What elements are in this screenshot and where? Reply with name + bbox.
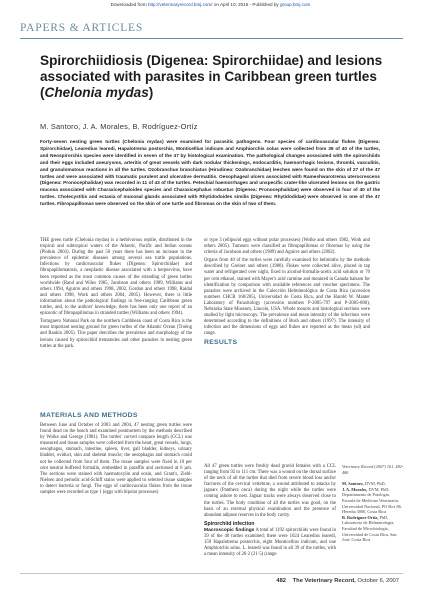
title-main: Spirorchiidiosis (Digenea: Spirorchiidae) and lesions associated with parasites in Caribbean green turtles ( (40, 53, 383, 100)
download-notice (0, 0, 421, 10)
affiliation-1-name: M. Santoro, (342, 481, 364, 487)
intro-paragraph-2: Tortuguero National Park on the northern Caribbean coast of Costa Rica is the most important nesting ground for green turtles of the Atlantic Ocean (Troëng and Rankin 2005). This paper describes the prevalence and morphology of the lesions caused by spirorchiid trematodes and other parasites in nesting green turtles at the park. (40, 319, 192, 349)
body-column-1 (40, 238, 192, 352)
affiliation-3 (342, 515, 404, 543)
affiliation-1-detail: DVM, PhD, (364, 481, 386, 487)
methods-paragraph-3: Organs from 40 of the turtles were carefully examined for helminths by the methods described by Greiner and others (1980). Flukes were collected alive, placed in tap water and refrigerated over night, fixed in alcohol-formalin-acetic acid solution or 70 per cent ethanol, stained with Mayer's acid carmine and mounted in Canada balsam for identification by comparison with available references and voucher specimens. The parasites were archived in the Colección Helmintológica de Costa Rica (accession numbers CHCR 168/285), Universidad de Costa Rica, and the Harold W. Manter Laboratory of Parasitology (accession numbers P-2005-797 and P-2005-800), Nebraska State Museum, Lincoln, USA. Whole mounts and histological sections were studied by light microscopy. The prevalence and mean intensity of the infections were determined according to the definitions of Bush and others (1997). The intensity of infection and the dimensions of eggs and flukes are reported as the mean (sd) and range. (204, 258, 370, 337)
section-heading: PAPERS & ARTICLES (20, 22, 144, 34)
affiliation-2-detail: DVM, PhD, Departamento de Patología, Escuela de Medicina Veterinaria, Universidad Nacional, PO Box 86, Heredia 3000, Costa Rica (342, 486, 402, 515)
methods-column (40, 423, 192, 498)
citation-reference: Veterinary Record (2007) 161, 482-486 (342, 464, 404, 475)
download-prefix: Downloaded from (110, 2, 147, 7)
affiliation-2 (342, 487, 404, 515)
results-heading: RESULTS (204, 338, 238, 346)
publisher-link[interactable]: group.bmj.com (279, 2, 311, 7)
macroscopic-findings-text: A total of 1192 spirorchiids were found in 39 of the 40 turtles examined; there were 1024 Learedius learedi, 159 Hapalotrema postorchis, eight Monticellius indicum, and one Amphiorchis solus. L. learedi was found in all 39 of the turtles, with a mean intensity of 26·2 (21·5) (range (204, 527, 336, 558)
results-paragraph-2 (204, 528, 336, 558)
methods-paragraph-2: or type 3 (ellipsoid eggs without polar processes) (Wolke and others 1982, Work and others 2005). Tumours were classified as fibropapillomas or fibromas by using the criteria of Jacobson and others (1989) and Aguirre and others (2002). (204, 238, 370, 256)
methods-paragraph-1: Between June and October of 2003 and 2004, 47 nesting green turtles were found dead on the beach and examined postmortem by the methods described by Wolke and George (1981). The turtles' curved carapace length (CCL) was measured and tissue samples were collected from the heart, great vessels, lungs, oesophagus, stomach, intestine, spleen, liver, gall bladder, kidneys, urinary bladder, oviduct, skin and skeletal muscle; the oesophagus and stomach could not be collected from four of them. The tissue samples were fixed in 10 per cent neutral buffered formalin, embedded in paraffin and sectioned at 6 µm. The sections were stained with haematoxylin and eosin, and Grant's, Ziehl-Nielsen and periodic acid-Schiff stains were applied to selected tissue samples to detect bacteria or fungi. The eggs of cardiovascular flukes from the tissue samples were recorded as type 1 (eggs with bipolar processes) (40, 423, 192, 496)
affiliation-3-name: B. Rodríguez-Ortíz, (342, 514, 379, 520)
download-middle: on April 10, 2015 - Published by (213, 2, 279, 7)
journal-name: The Veterinary Record, (292, 578, 356, 584)
article-title (40, 53, 386, 101)
issue-date: October 6, 2007 (357, 578, 399, 584)
body-column-3 (204, 464, 336, 560)
materials-heading: MATERIALS AND METHODS (40, 412, 138, 419)
title-end: ) (148, 85, 154, 100)
page-footer (276, 578, 399, 584)
spirorchiid-infection-heading: Spirorchiid infection (204, 520, 255, 527)
footer-divider (20, 573, 403, 574)
title-species: Chelonia mydas (44, 85, 149, 100)
affiliation-3-detail: PhD, Laboratorio de Helmintología, Facultad de Microbiología, Universidad de Costa Rica, San José, Costa Rica (342, 514, 397, 543)
intro-paragraph-1: THE green turtle (Chelonia mydas) is a herbivorous reptile, distributed in the tropical and subtropical waters of the Atlantic, Pacific and Indian oceans (Plotkin 2003). During the past 50 years there has been an increase in the prevalence of epidemic diseases among several sea turtle populations. Infections by cardiovascular flukes (Digenea: Spirorchiidae) and fibropapillomatosis, a neoplastic disease associated with a herpesvirus, have been reported as the most common causes of the stranding of green turtles worldwide (Rand and Wiles 1985, Jacobson and others 1989, Williams and others 1994, Aguirre and others 1998, 2002, Gordon and others 1998, Raidal and others 1998, Work and others 2004, 2005). However, there is little information about the pathological findings in free-ranging Caribbean green turtles, and, to the authors' knowledge, there has been only one report of an epizootic of fibropapillomas in stranded turtles (Williams and others 1994). (40, 238, 192, 317)
header-divider (20, 38, 403, 39)
journal-url-link[interactable]: http://veterinaryrecord.bmj.com/ (147, 2, 213, 7)
body-column-2 (204, 238, 370, 348)
author-affiliations-sidebar (342, 464, 404, 543)
abstract: Forty-seven nesting green turtles (Chelonia mydas) were examined for parasitic pathogens. Four species of cardiovascular flukes (Digenea: Spirorchiidae), Learedius learedi, Hapalotrema postorchis, Monticellius indicum and Amphiorchis solus were collected from 39 of 40 of the turtles, and Neospirorchis species were identified in seven of the 47 by histological examination. The pathological changes associated with the spirorchiids and their eggs included aneurysms, arteritis of great vessels with dark nodular thickenings, endocarditis, haemorrhagic lesions, thrombi, vasculitis, and granulomatous reactions in all the turtles. Ozobranchus branchiatus (Hirudinea: Ozobranchidae) leeches were found on the skin of 27 of the 47 turtles and were associated with traumatic purulent and ulcerative dermatitis. Oesophageal ulcers associated with Rameshwarotrema uterocrescens (Digenea: Pronocephalidae) was recorded in 11 of 43 of the turtles. Petechial haemorrhages and unspecific crater-like ulcerated lesions on the gastric mucosa associated with Charaxicephaloides species and Charaxicephalus robustus (Digenea: Pronocephalidae) were observed in four of 40 of the turtles. Cholecystitis and ectasia of mucosal glands associated with Rhytidodoides similis (Digenea: Rhytidodidae) were observed in one of the 47 turtles. Fibropapillomas were observed on the skin of one turtle and fibromas on the skin of two of them. (40, 140, 380, 208)
author-list: M. Santoro, J. A. Morales, B. Rodríguez-Ortíz (40, 122, 198, 131)
macroscopic-findings-heading: Macroscopic findings (204, 527, 255, 533)
affiliation-2-name: J. A. Morales, (342, 486, 368, 492)
page-number: 482 (276, 578, 287, 584)
results-paragraph-1: All 47 green turtles were freshly dead gravid females with a CCL ranging from 92 to 111 cm. There was a wound on the dorsal surface of the neck of all the turtles that died from severe blood loss and/or fractures of the cervical vertebrae, a wound attributed to attacks by jaguars (Panthera onca) during the night while the turtles were coming ashore to nest. Jaguar tracks were always observed close to the turtles. The body condition of all the turtles was good, on the basis of an external physical examination and the presence of abundant adipose reserves in the body cavity. (204, 464, 336, 518)
